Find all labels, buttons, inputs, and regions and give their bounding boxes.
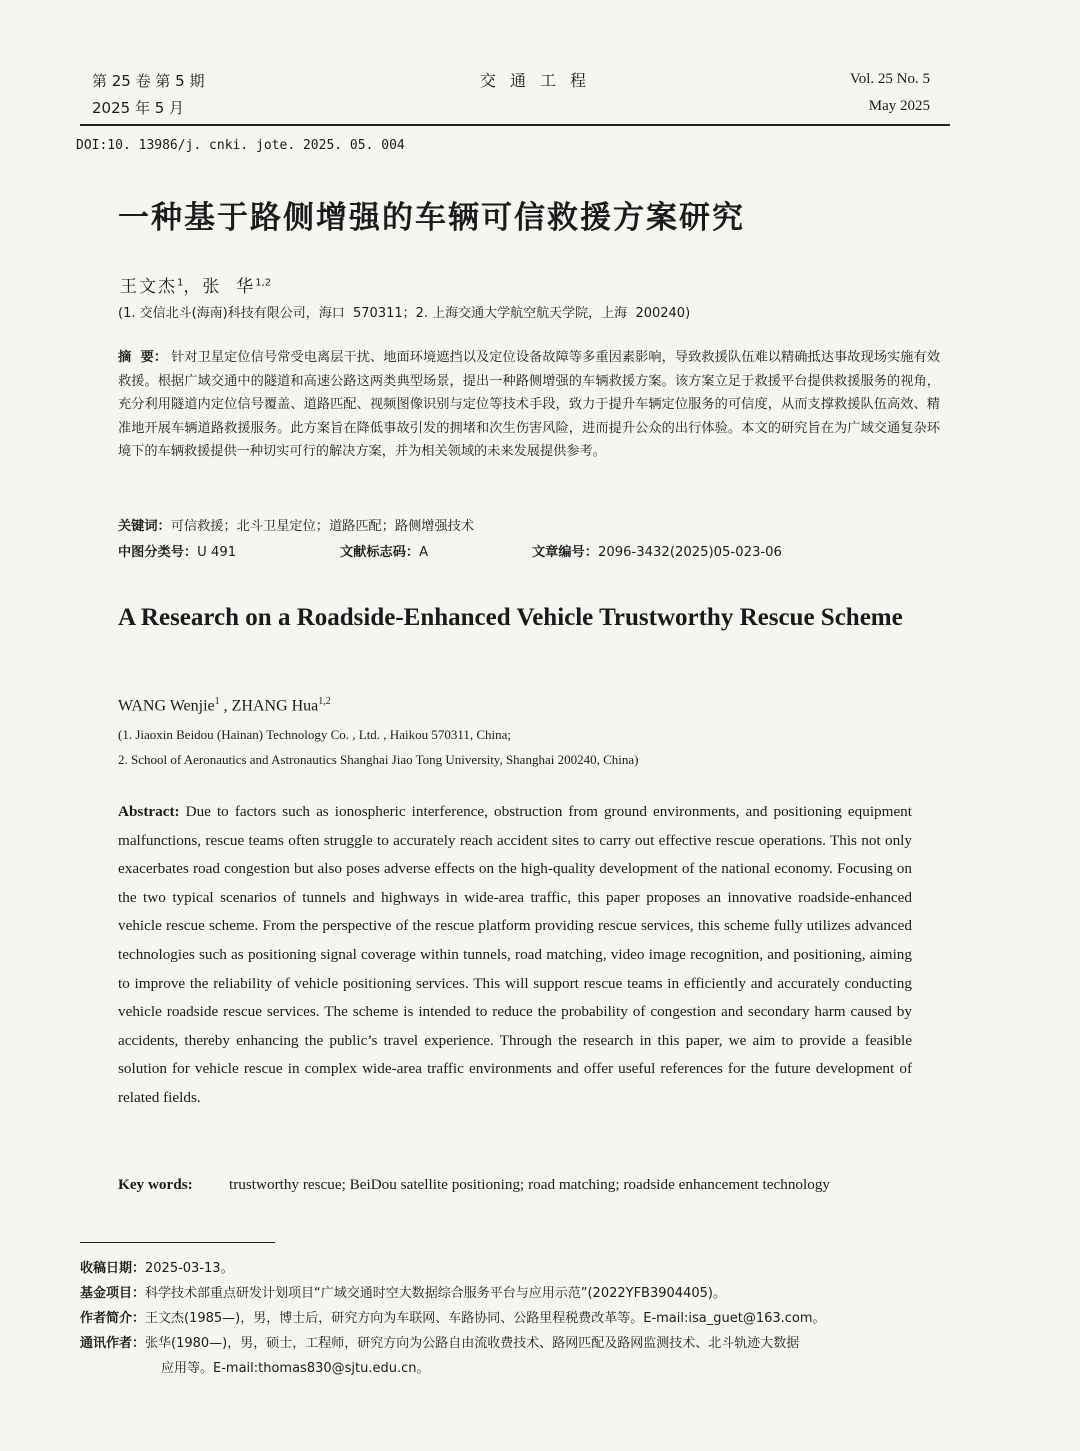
title-en: A Research on a Roadside-Enhanced Vehicle Trustworthy Rescue Scheme [118, 604, 903, 631]
footnote-fund [80, 1281, 960, 1306]
keywords-cn-text: 可信救援；北斗卫星定位；道路匹配；路侧增强技术 [170, 519, 475, 534]
abstract-cn [118, 346, 940, 464]
affiliation-en-2: 2. School of Aeronautics and Astronautics Shanghai Jiao Tong University, Shanghai 200240, China) [118, 752, 639, 767]
author-2-cn: 张 华 [202, 277, 256, 297]
article-number-label: 文章编号： [532, 545, 598, 560]
volume-issue-cn: 第 25 卷 第 5 期 [92, 72, 205, 90]
fund-value: 科学技术部重点研发计划项目“广域交通时空大数据综合服务平台与应用示范”(2022YFB3904405)。 [145, 1286, 726, 1301]
article-number-value: 2096-3432(2025)05-023-06 [597, 545, 782, 560]
corr-label: 通讯作者： [80, 1336, 146, 1351]
footnote-rule [80, 1242, 275, 1243]
clc-label: 中图分类号： [118, 545, 198, 560]
fund-label: 基金项目： [80, 1286, 146, 1301]
author-2-en: ZHANG Hua [231, 697, 319, 715]
authors-en [118, 696, 331, 715]
keywords-en-text: trustworthy rescue; BeiDou satellite positioning; road matching; roadside enhancement technology [229, 1176, 831, 1193]
abstract-en [118, 798, 912, 1113]
abstract-cn-label: 摘 要： [118, 350, 168, 365]
author-1-cn: 王文杰 [120, 277, 177, 297]
received-value: 2025-03-13。 [145, 1261, 234, 1276]
footnote-corresponding [80, 1331, 960, 1381]
author-1-en-affil: 1 [214, 696, 220, 707]
doc-code-value: A [419, 545, 429, 560]
received-label: 收稿日期： [80, 1261, 146, 1276]
issue-info-en [850, 66, 930, 120]
keywords-en-label: Key words: [118, 1176, 193, 1193]
keywords-cn [118, 515, 474, 534]
doc-code-label: 文献标志码： [340, 545, 420, 560]
affiliation-en-1: (1. Jiaoxin Beidou (Hainan) Technology Co. , Ltd. , Haikou 570311, China; [118, 727, 512, 742]
author-1-affil: 1 [177, 277, 184, 289]
header-rule [80, 124, 950, 126]
journal-name: 交通工程 [479, 71, 600, 90]
volume-issue-en: Vol. 25 No. 5 [849, 71, 930, 87]
article-number [532, 541, 782, 560]
title-cn: 一种基于路侧增强的车辆可信救援方案研究 [118, 200, 745, 236]
doi: DOI:10. 13986/j. cnki. jote. 2025. 05. 004 [76, 138, 405, 153]
corr-value-2: 应用等。E-mail:thomas830@sjtu.edu.cn。 [161, 1361, 430, 1376]
keywords-cn-label: 关键词： [118, 519, 171, 534]
author-separator: ， [183, 277, 203, 297]
keywords-en [118, 1170, 912, 1199]
abstract-en-label: Abstract: [118, 803, 180, 820]
clc-value: U 491 [197, 545, 237, 560]
abstract-en-text: Due to factors such as ionospheric interference, obstruction from ground environments, and positioning equipment malfunctions, rescue teams often struggle to accurately reach accident sites to carry out effective rescue operations. This not only exacerbates road congestion but also poses adverse effects on the high-quality development of the national economy. Focusing on the two typical scenarios of tunnels and highways in wide-area traffic, this paper proposes an innovative roadside-enhanced vehicle rescue scheme. From the perspective of the rescue platform providing rescue services, this scheme fully utilizes advanced technologies such as positioning signal coverage within tunnels, road matching, video image recognition, and positioning, aiming to improve the reliability of vehicle positioning services. This will support rescue teams in efficiently and accurately conducting vehicle roadside rescue services. The scheme is intended to reduce the probability of congestion and secondary harm caused by accidents, thereby enhancing the public’s travel experience. Through the research in this paper, we aim to provide a feasible solution for vehicle rescue in complex wide-area traffic environments and offer useful references for the future development of related fields. [118, 803, 912, 1106]
footnote-received [80, 1256, 960, 1281]
bio-value: 王文杰(1985—)，男，博士后，研究方向为车联网、车路协同、公路里程税费改革等。E-mail:isa_guet@163.com。 [145, 1311, 826, 1326]
bio-label: 作者简介： [80, 1311, 146, 1326]
clc-number [118, 541, 236, 560]
footnote-author-bio [80, 1306, 960, 1331]
date-cn: 2025 年 5 月 [92, 99, 185, 117]
author-2-en-affil: 1,2 [318, 696, 331, 707]
author-1-en: WANG Wenjie [118, 697, 215, 715]
author-2-affil: 1,2 [255, 277, 272, 289]
affiliation-cn: (1. 交信北斗(海南)科技有限公司，海口 570311；2. 上海交通大学航空航天学院，上海 200240) [118, 306, 691, 321]
abstract-cn-text: 针对卫星定位信号常受电离层干扰、地面环境遮挡以及定位设备故障等多重因素影响，导致救援队伍难以精确抵达事故现场实施有效救援。根据广域交通中的隧道和高速公路这两类典型场景，提出一种路侧增强的车辆救援方案。该方案立足于救援平台提供救援服务的视角，充分利用隧道内定位信号覆盖、道路匹配、视频图像识别与定位等技术手段，致力于提升车辆定位服务的可信度，从而支撑救援队伍高效、精准地开展车辆道路救援服务。此方案旨在降低事故引发的拥堵和次生伤害风险，进而提升公众的出行体验。本文的研究旨在为广域交通复杂环境下的车辆救援提供一种切实可行的解决方案，并为相关领域的未来发展提供参考。 [118, 350, 941, 459]
document-code [340, 541, 428, 560]
author-separator-en: , [219, 697, 232, 715]
date-en: May 2025 [868, 98, 930, 114]
corr-value-1: 张华(1980—)，男，硕士，工程师，研究方向为公路自由流收费技术、路网匹配及路网监测技术、北斗轨迹大数据 [145, 1336, 800, 1351]
authors-cn [120, 272, 271, 297]
